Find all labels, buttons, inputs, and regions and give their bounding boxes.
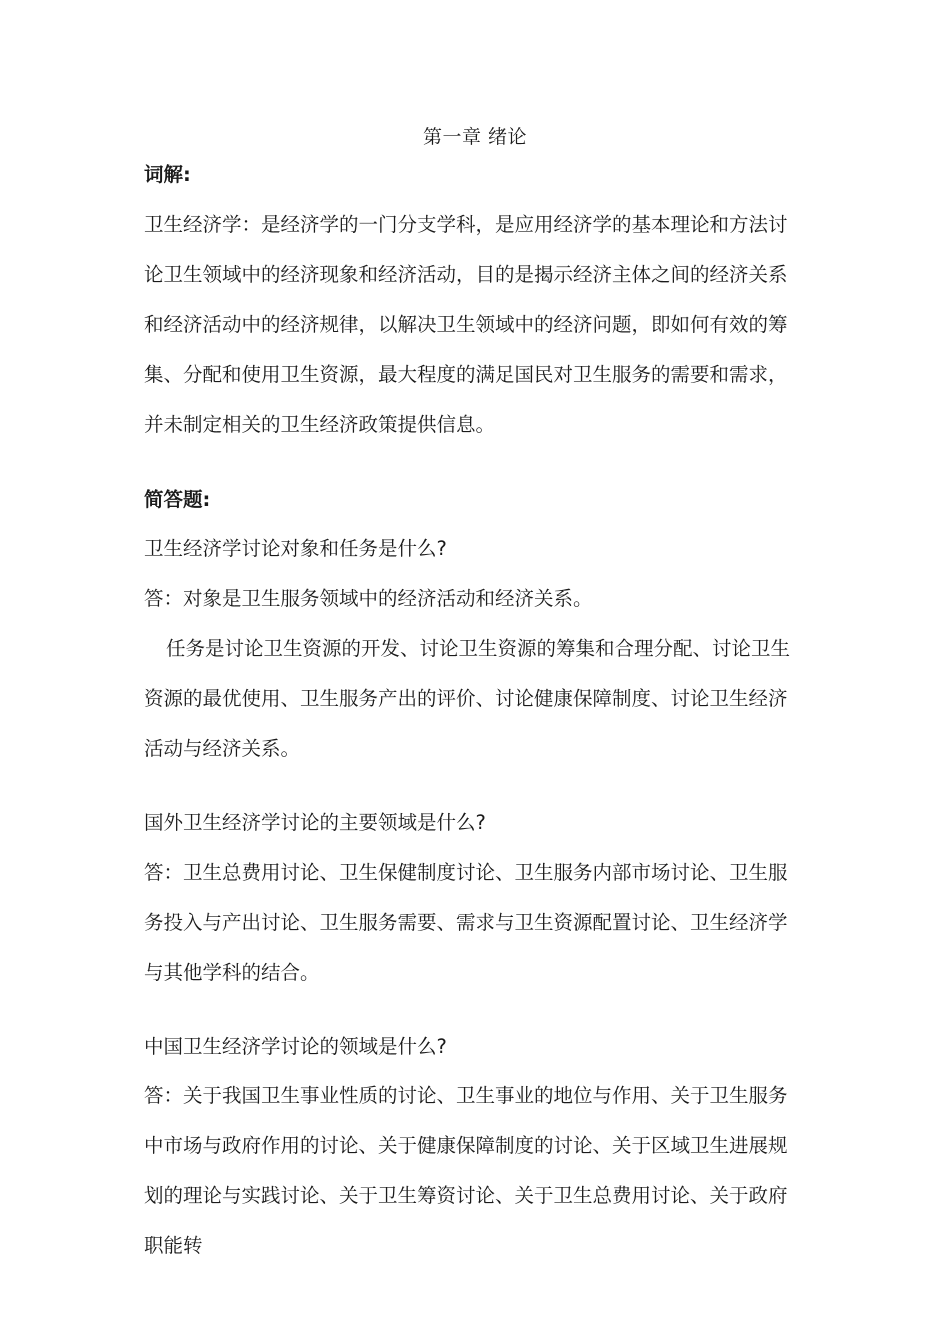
short-answer-heading: 简答题: (144, 488, 211, 511)
answer-1-continued: 任务是讨论卫生资源的开发、讨论卫生资源的筹集和合理分配、讨论卫生资源的最优使用、卫生服务产出的评价、讨论健康保障制度、讨论卫生经济活动与经济关系。 (144, 637, 791, 760)
definitions-heading: 词解: (144, 163, 191, 186)
answer-1: 答：对象是卫生服务领域中的经济活动和经济关系。 (144, 587, 593, 610)
question-1: 卫生经济学讨论对象和任务是什么? (144, 537, 447, 560)
question-3: 中国卫生经济学讨论的领域是什么? (144, 1035, 447, 1058)
answer-3: 答：关于我国卫生事业性质的讨论、卫生事业的地位与作用、关于卫生服务中市场与政府作用的讨论、关于健康保障制度的讨论、关于区域卫生进展规划的理论与实践讨论、关于卫生筹资讨论、关于卫生总费用讨论、关于政府职能转 (144, 1084, 788, 1257)
chapter-title: 第一章 绪论 (422, 126, 528, 148)
question-2: 国外卫生经济学讨论的主要领域是什么? (144, 811, 486, 834)
definition-paragraph: 卫生经济学：是经济学的一门分支学科，是应用经济学的基本理论和方法讨论卫生领域中的经济现象和经济活动，目的是揭示经济主体之间的经济关系和经济活动中的经济规律，以解决卫生领域中的经济问题，即如何有效的筹集、分配和使用卫生资源，最大程度的满足国民对卫生服务的需要和需求，并未制定相关的卫生经济政策提供信息。 (144, 213, 788, 436)
answer-2: 答：卫生总费用讨论、卫生保健制度讨论、卫生服务内部市场讨论、卫生服务投入与产出讨论、卫生服务需要、需求与卫生资源配置讨论、卫生经济学与其他学科的结合。 (144, 861, 788, 984)
